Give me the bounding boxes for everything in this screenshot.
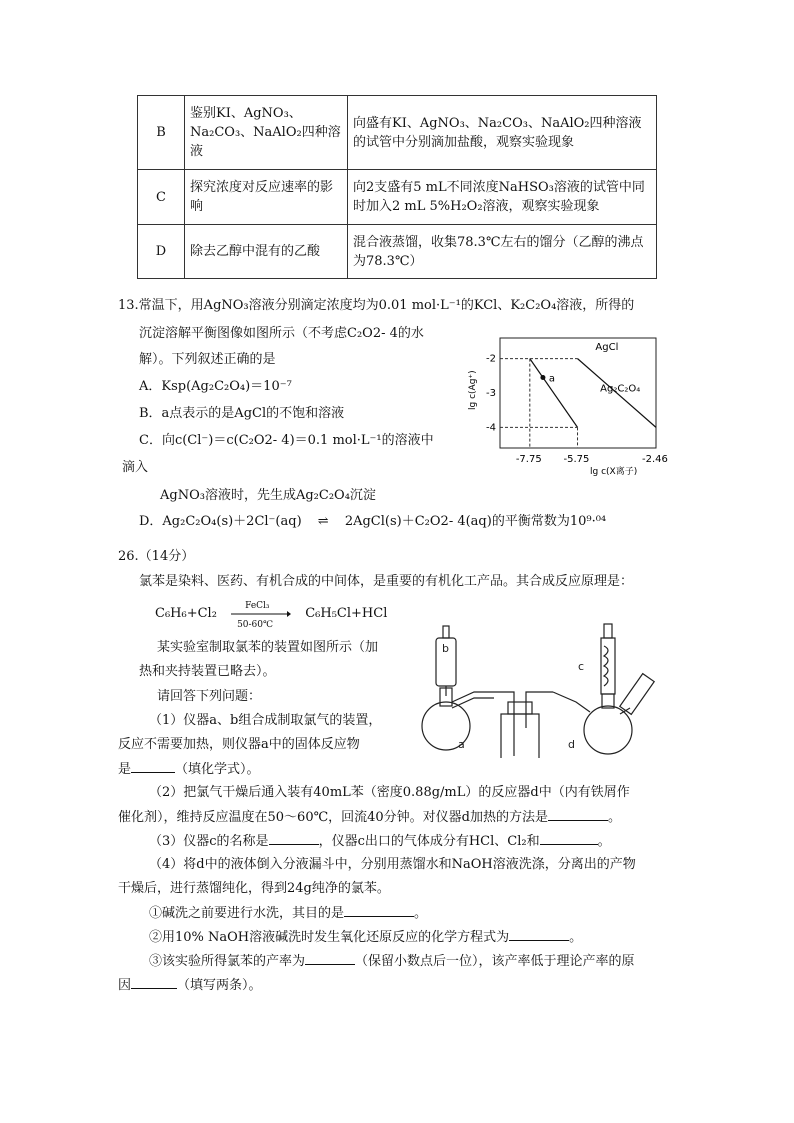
row-purpose: 探究浓度对反应速率的影响 [185,170,348,225]
q4-step2 [149,928,582,947]
q2-text: 。 [608,810,622,825]
q26-header: 26.（14分） [118,549,195,564]
answer-blank[interactable] [509,928,569,941]
reactants: C₆H₆+Cl₂ [155,606,217,621]
option-d-lhs: D．Ag₂C₂O₄(s)＋2Cl⁻(aq) [139,514,302,529]
row-purpose: 除去乙醇中混有的乙酸 [185,225,348,279]
q13-stem-line3: 解）。下列叙述正确的是 [139,352,276,367]
step1-text: ①碱洗之前要进行水洗，其目的是 [149,906,345,921]
apparatus-diagram [408,618,678,758]
q13-option-c-line3: AgNO₃溶液时，先生成Ag₂C₂O₄沉淀 [160,488,376,503]
experiment-table [137,95,657,279]
step3-text: （保留小数点后一位），该产率低于理论产率的原 [355,954,635,969]
temperature-label: 50-60℃ [237,620,274,630]
q4-step3-line2 [118,976,262,995]
option-d-rhs: 2AgCl(s)＋C₂O2- 4(aq)的平衡常数为10⁹·⁰⁴ [344,514,607,529]
q2-text: 催化剂），维持反应温度在50～60℃，回流40分钟。对仪器d加热的方法是 [118,810,548,825]
step2-text: 。 [569,930,583,945]
reaction-arrow [231,601,291,630]
p1-line2: 热和夹持装置已略去）。 [139,664,276,679]
table-row [138,170,657,225]
q1-line2: 反应不需要加热，则仪器a中的固体反应物 [118,737,360,752]
answer-blank[interactable] [269,832,319,845]
q1-text: 是 [118,762,132,777]
p2: 请回答下列问题： [157,689,262,704]
table-row [138,96,657,170]
q1-line1: （1）仪器a、b组合成制取氯气的装置， [149,713,382,728]
row-id: D [138,225,185,279]
q4-line2: 干燥后，进行蒸馏纯化，得到24g纯净的氯苯。 [118,881,390,896]
q13-option-a: A．Ksp(Ag₂C₂O₄)＝10⁻⁷ [139,379,292,394]
row-operation: 向2支盛有5 mL不同浓度NaHSO₃溶液的试管中同时加入2 mL 5%H₂O₂溶液，观察实验现象 [348,170,657,225]
row-purpose: 鉴别KI、AgNO₃、Na₂CO₃、NaAlO₂四种溶液 [185,96,348,170]
catalyst-label: FeCl₃ [245,601,270,611]
row-id: B [138,96,185,170]
label-b: b [442,642,449,655]
answer-blank[interactable] [344,904,414,917]
equilibrium-arrow: ⇌ [317,514,329,529]
q3-text: （3）仪器c的名称是 [149,834,269,849]
q4-step1 [149,904,427,923]
label-c: c [578,660,585,673]
q4-step3 [149,952,635,971]
x-tick-label: -2.46 [642,454,668,465]
q4-line1: （4）将d中的液体倒入分液漏斗中，分别用蒸馏水和NaOH溶液洗涤，分离出的产物 [149,857,636,872]
y-axis-label: lg c(Ag⁺) [468,370,478,410]
row-operation: 向盛有KI、AgNO₃、Na₂CO₃、NaAlO₂四种溶液的试管中分别滴加盐酸，观察实验现象 [348,96,657,170]
answer-blank[interactable] [131,976,177,989]
x-tick-label: -5.75 [563,454,590,465]
q13-stem-line2: 沉淀溶解平衡图像如图所示（不考虑C₂O2- 4的水 [139,326,424,341]
q13-option-d [139,513,606,531]
step3-text: ③该实验所得氯苯的产率为 [149,954,306,969]
y-tick-label: -3 [486,388,496,399]
q1-text: （填化学式）。 [175,762,260,777]
step3-text: （填写两条）。 [177,978,262,993]
answer-blank[interactable] [131,760,175,773]
q3-text: 。 [597,834,611,849]
row-operation: 混合液蒸馏，收集78.3℃左右的馏分（乙醇的沸点为78.3℃） [348,225,657,279]
solubility-chart [460,330,675,478]
q26-intro: 氯苯是染料、医药、有机合成的中间体，是重要的有机化工产品。其合成反应原理是： [139,574,634,589]
label-d: d [568,738,575,751]
q2-line2 [118,808,621,827]
reaction-equation [155,601,388,630]
q2-line1: （2）把氯气干燥后通入装有40mL苯（密度0.88g/mL）的反应器d中（内有铁屑作 [149,785,630,800]
step1-text: 。 [414,906,428,921]
q13-option-c-line1: C．向c(Cl⁻)＝c(C₂O2- 4)＝0.1 mol·L⁻¹的溶液中 [139,433,434,448]
point-a-label: a [548,373,556,385]
q1-line3 [118,760,260,779]
series-label-ag2c2o4: Ag₂C₂O₄ [600,383,641,395]
q3-text: ，仪器c出口的气体成分有HCl、Cl₂和 [318,834,540,849]
y-tick-label: -2 [486,353,496,365]
products: C₆H₅Cl+HCl [305,606,388,621]
table-row [138,225,657,279]
step2-text: ②用10% NaOH溶液碱洗时发生氧化还原反应的化学方程式为 [149,930,510,945]
answer-blank[interactable] [540,832,598,845]
p1-line1: 某实验室制取氯苯的装置如图所示（加 [157,640,379,655]
row-id: C [138,170,185,225]
answer-blank[interactable] [305,952,355,965]
step3-text: 因 [118,978,132,993]
point-a [540,375,545,380]
q3-line [149,832,611,851]
answer-blank[interactable] [548,808,608,821]
q13-option-c-line2: 滴入 [122,460,149,475]
x-axis-label: lg c(X离子) [590,467,638,477]
y-tick-label: -4 [486,422,496,434]
q13-option-b: B．a点表示的是AgCl的不饱和溶液 [139,406,345,421]
series-line-agcl [530,359,578,428]
series-label-agcl: AgCl [595,342,619,353]
label-a: a [458,738,465,751]
x-tick-label: -7.75 [515,454,542,465]
q13-stem-line1: 13.常温下，用AgNO₃溶液分别滴定浓度均为0.01 mol·L⁻¹的KCl、K₂C₂O₄溶液，所得的 [118,298,635,313]
